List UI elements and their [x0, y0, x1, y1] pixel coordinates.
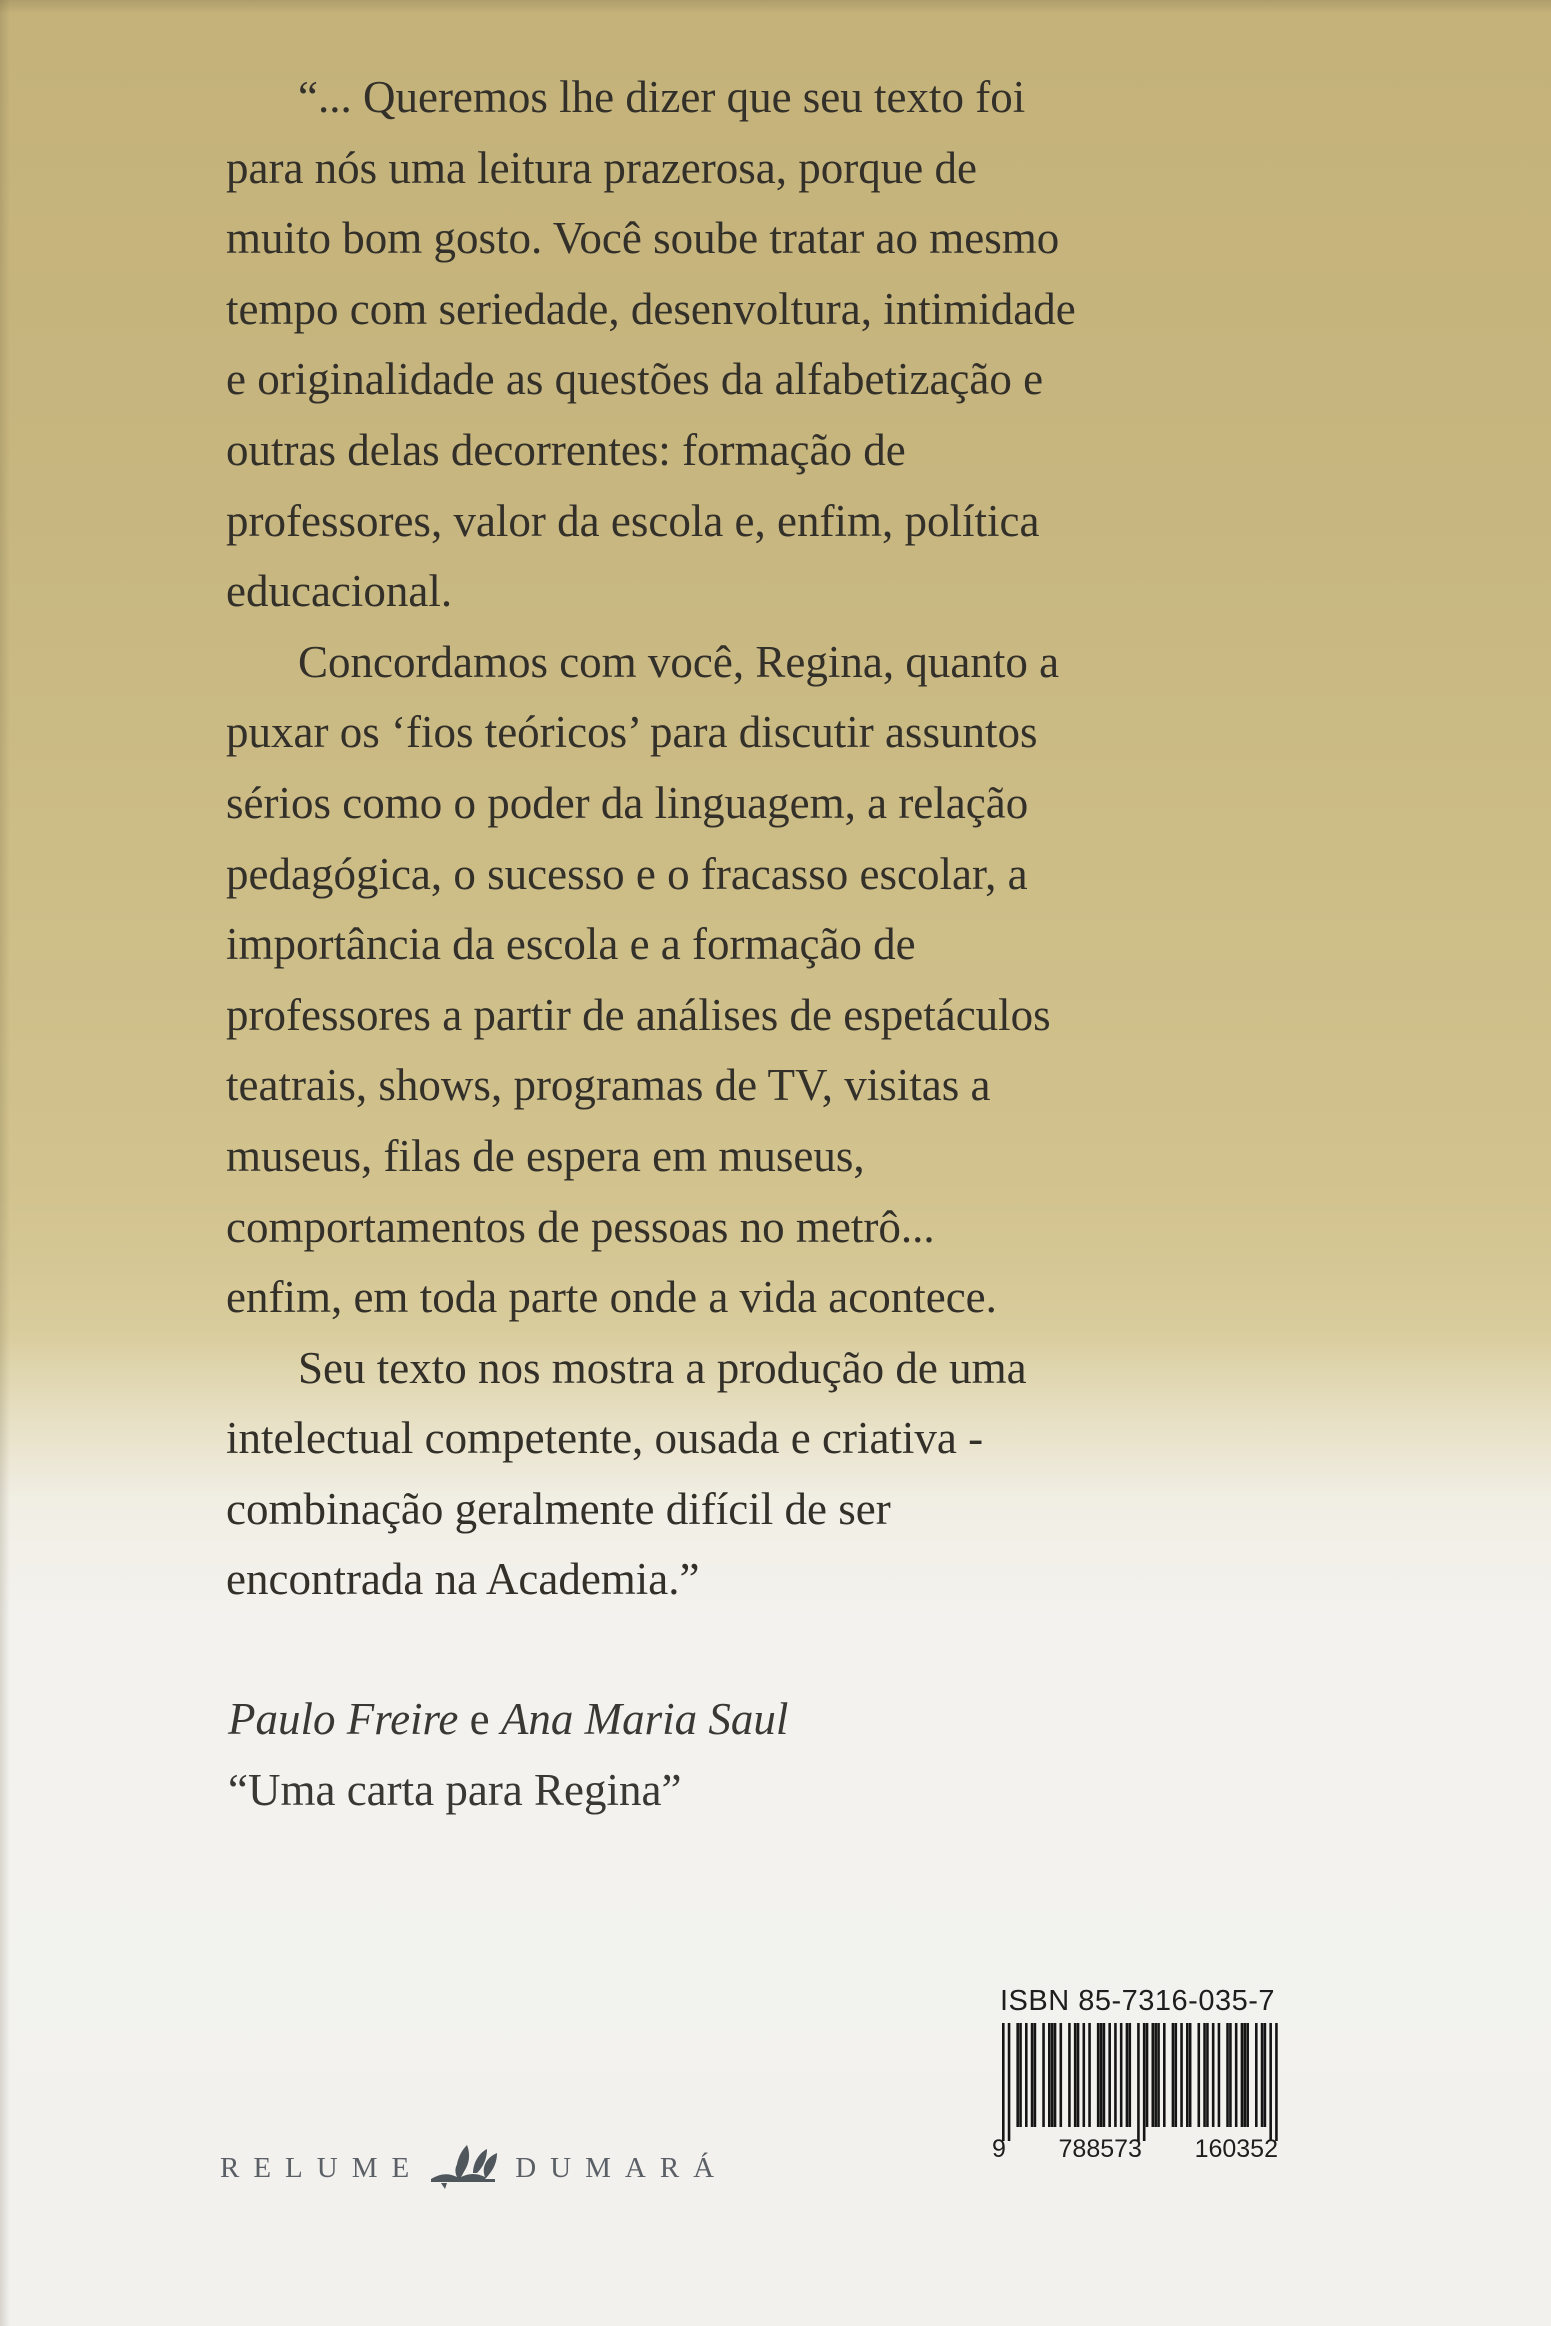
barcode-digits-left: 788573 — [1058, 2135, 1142, 2163]
leaf-ornament-icon — [427, 2139, 501, 2197]
author-conjunction: e — [469, 1694, 490, 1744]
barcode — [1002, 2023, 1278, 2141]
barcode-bar — [1206, 2023, 1209, 2127]
barcode-bar — [1031, 2023, 1034, 2127]
barcode-bar — [1143, 2023, 1146, 2141]
barcode-bar — [1120, 2023, 1123, 2127]
scan-shadow-top — [0, 0, 1551, 14]
barcode-bar — [1180, 2023, 1183, 2127]
barcode-bar — [1152, 2023, 1155, 2127]
barcode-bar — [1241, 2023, 1244, 2127]
barcode-bar — [1163, 2023, 1166, 2127]
barcode-bar — [1203, 2023, 1206, 2127]
isbn-barcode-block — [992, 1985, 1292, 2180]
publisher-name-left: RELUME — [220, 2151, 424, 2184]
quote-paragraph-3: Seu texto nos mostra a produção de uma intelectual competente, ousada e criativa - combinação geralmente difícil de ser encontrada na Academia.” — [226, 1342, 1027, 1605]
barcode-bar — [1034, 2023, 1037, 2127]
barcode-bar — [1189, 2023, 1192, 2127]
isbn-label: ISBN 85-7316-035-7 — [1000, 1985, 1275, 2017]
barcode-bar — [1126, 2023, 1129, 2127]
barcode-bar — [1008, 2023, 1011, 2141]
barcode-digit-lead: 9 — [992, 2135, 1006, 2163]
barcode-bar — [1218, 2023, 1221, 2127]
barcode-bar — [1186, 2023, 1189, 2127]
barcode-bar — [1269, 2023, 1272, 2141]
barcode-bar — [1172, 2023, 1175, 2127]
barcode-bar — [1261, 2023, 1264, 2127]
barcode-bar — [1244, 2023, 1247, 2127]
barcode-bar — [1025, 2023, 1028, 2127]
barcode-bar — [1108, 2023, 1111, 2127]
barcode-bar — [1002, 2023, 1005, 2141]
barcode-bar — [1042, 2023, 1045, 2127]
quote-paragraph-1: “... Queremos lhe dizer que seu texto foi para nós uma leitura prazerosa, porque de muito bom gosto. Você soube tratar ao mesmo tempo com seriedade, desenvoltura, intimidade e originalidade as questões da alfabetização e outras delas decorrentes: formação de professores, valor da escola e, enfim, política educacional. — [226, 72, 1076, 617]
barcode-bar — [1212, 2023, 1215, 2127]
barcode-bar — [1016, 2023, 1019, 2127]
barcode-bar — [1083, 2023, 1086, 2127]
barcode-bar — [1088, 2023, 1091, 2127]
barcode-bar — [1074, 2023, 1077, 2127]
barcode-bar — [1255, 2023, 1258, 2127]
barcode-digits — [992, 2135, 1292, 2164]
barcode-bar — [1048, 2023, 1051, 2127]
barcode-bar — [1235, 2023, 1238, 2127]
barcode-bar — [1157, 2023, 1160, 2127]
barcode-bar — [1275, 2023, 1278, 2141]
barcode-bar — [1077, 2023, 1080, 2127]
barcode-bar — [1060, 2023, 1063, 2127]
barcode-bar — [1154, 2023, 1157, 2127]
attribution-authors — [228, 1684, 788, 1755]
barcode-bar — [1051, 2023, 1054, 2127]
barcode-bar — [1068, 2023, 1071, 2127]
barcode-bar — [1229, 2023, 1232, 2127]
barcode-bar — [1097, 2023, 1100, 2127]
scan-shadow-left — [0, 0, 10, 2326]
barcode-digits-right: 160352 — [1194, 2135, 1278, 2163]
back-cover-quote — [226, 62, 1226, 1615]
publisher-name-right: DUMARÁ — [515, 2151, 729, 2184]
barcode-bar — [1114, 2023, 1117, 2127]
barcode-bar — [1129, 2023, 1132, 2127]
barcode-bar — [1137, 2023, 1140, 2141]
barcode-bar — [1198, 2023, 1201, 2127]
barcode-bar — [1264, 2023, 1267, 2127]
publisher-imprint — [220, 2138, 728, 2198]
quote-attribution — [228, 1684, 788, 1826]
barcode-bar — [1054, 2023, 1057, 2127]
barcode-bar — [1103, 2023, 1106, 2127]
barcode-bar — [1146, 2023, 1149, 2127]
barcode-bar — [1019, 2023, 1022, 2127]
attribution-work-title: “Uma carta para Regina” — [228, 1765, 682, 1815]
barcode-bar — [1246, 2023, 1249, 2127]
author-name-2: Ana Maria Saul — [500, 1694, 789, 1744]
author-name-1: Paulo Freire — [228, 1694, 459, 1744]
barcode-bar — [1100, 2023, 1103, 2127]
barcode-bar — [1226, 2023, 1229, 2127]
barcode-bar — [1175, 2023, 1178, 2127]
quote-paragraph-2: Concordamos com você, Regina, quanto a puxar os ‘fios teóricos’ para discutir assuntos sérios como o poder da linguagem, a relação pedagógica, o sucesso e o fracasso escolar, a importância da escola e a formação de professores a partir de análises de espetáculos teatrais, shows, programas de TV, visitas a museus, filas de espera em museus, comportamentos de pessoas no metrô... enfim, em toda parte onde a vida acontece. — [226, 636, 1060, 1323]
